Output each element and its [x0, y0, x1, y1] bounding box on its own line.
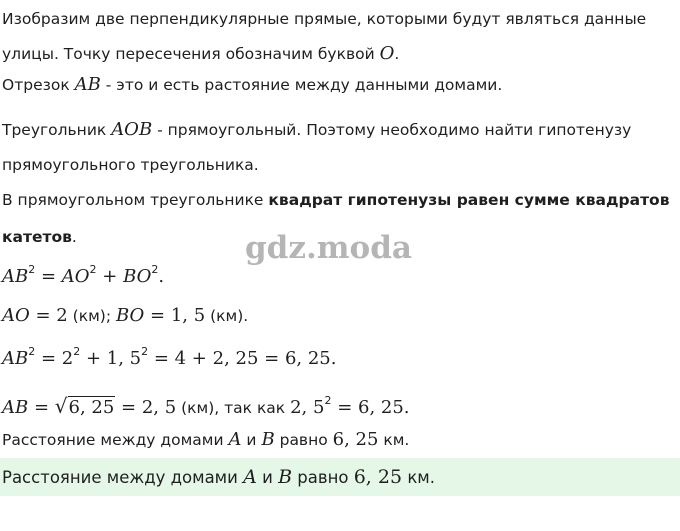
math-var: A — [243, 466, 257, 488]
math-op: = — [35, 266, 62, 287]
math-number: 6, 25 — [332, 429, 379, 450]
paragraph-text: Отрезок — [2, 76, 75, 94]
math-number: 1, 5 — [170, 305, 206, 326]
paragraph-text: Треугольник — [2, 121, 112, 139]
math-exp: 2 — [73, 345, 81, 358]
math-var: AB — [2, 348, 29, 369]
text-line-7 — [2, 228, 77, 247]
math-var: AB — [2, 266, 29, 287]
paragraph-text: и — [256, 468, 279, 487]
paragraph-text: и — [241, 431, 262, 449]
formula-given-values — [2, 305, 248, 327]
unit-text: (км), так как — [176, 399, 291, 417]
math-op: + — [96, 266, 124, 287]
math-var: AB — [2, 397, 29, 418]
math-expression: = 4 + 2, 25 = 6, 25. — [148, 348, 337, 369]
math-var: AO — [61, 266, 90, 287]
paragraph-text: улицы. Точку пересечения обозначим буквой — [2, 45, 380, 63]
math-exp: 2 — [324, 394, 332, 407]
math-exp: 2 — [89, 263, 97, 276]
math-var: B — [278, 466, 293, 488]
text-line-6 — [2, 191, 670, 210]
math-exp: 2 — [28, 263, 36, 276]
text-line-4 — [2, 119, 631, 141]
formula-substitution — [2, 345, 337, 370]
bold-theorem-text: катетов — [2, 228, 72, 246]
unit-text: км. — [402, 468, 435, 487]
math-var: B — [261, 429, 275, 450]
math-var: AO — [2, 305, 30, 326]
paragraph-intro: Изобразим две перпендикулярные прямые, которыми будут являться данные — [2, 10, 647, 28]
math-op: = — [35, 348, 62, 369]
math-expression: = 2, 5 — [115, 397, 177, 418]
math-point-o: O — [379, 43, 395, 64]
unit-text: (км). — [205, 307, 249, 325]
math-op: = — [144, 305, 171, 326]
math-var: BO — [123, 266, 152, 287]
math-op: = — [29, 305, 57, 326]
paragraph-text: равно — [274, 431, 333, 449]
bold-theorem-text: квадрат гипотенузы равен сумме квадратов — [268, 191, 670, 209]
math-number: 6, 25 — [353, 466, 403, 488]
sqrt-symbol: √6, 25 — [54, 394, 115, 418]
paragraph-text: прямоугольного треугольника. — [2, 156, 259, 174]
math-exp: 2 — [28, 345, 36, 358]
text-conclusion — [2, 429, 409, 451]
math-var: BO — [115, 305, 145, 326]
paragraph-text: - это и есть растояние между данными домами. — [100, 76, 503, 94]
math-op: + — [80, 348, 107, 369]
paragraph-text: равно — [292, 468, 354, 487]
math-var: A — [228, 429, 242, 450]
math-number: 2 — [56, 305, 68, 326]
math-expression: = 6, 25. — [331, 397, 410, 418]
answer-label: Расстояние между домами — [2, 468, 244, 487]
formula-pythagoras — [2, 263, 165, 288]
math-number: 2 — [61, 348, 74, 369]
math-op: = — [28, 397, 55, 418]
math-op: . — [158, 266, 165, 287]
formula-result — [2, 394, 410, 419]
answer-text — [2, 466, 435, 488]
text-line-1 — [2, 10, 646, 29]
watermark-logo: gdz.moda — [245, 230, 412, 266]
math-exp: 2 — [141, 345, 149, 358]
text-line-5 — [2, 156, 259, 175]
math-number: 1, 5 — [106, 348, 142, 369]
math-number: 2, 5 — [290, 397, 325, 418]
text-line-2 — [2, 43, 399, 65]
punctuation: . — [71, 228, 77, 246]
punctuation: . — [394, 45, 400, 63]
text-line-3 — [2, 74, 502, 96]
math-radicand: 6, 25 — [68, 397, 115, 418]
unit-text: км. — [378, 431, 410, 449]
paragraph-text: В прямоугольном треугольнике — [2, 191, 269, 209]
paragraph-text: - прямоугольный. Поэтому необходимо найти гипотенузу — [152, 121, 632, 139]
math-exp: 2 — [151, 263, 159, 276]
unit-text: (км); — [67, 307, 116, 325]
paragraph-text: Расстояние между домами — [2, 431, 229, 449]
math-segment-ab: AB — [74, 74, 101, 95]
math-triangle-aob: AOB — [111, 119, 153, 140]
